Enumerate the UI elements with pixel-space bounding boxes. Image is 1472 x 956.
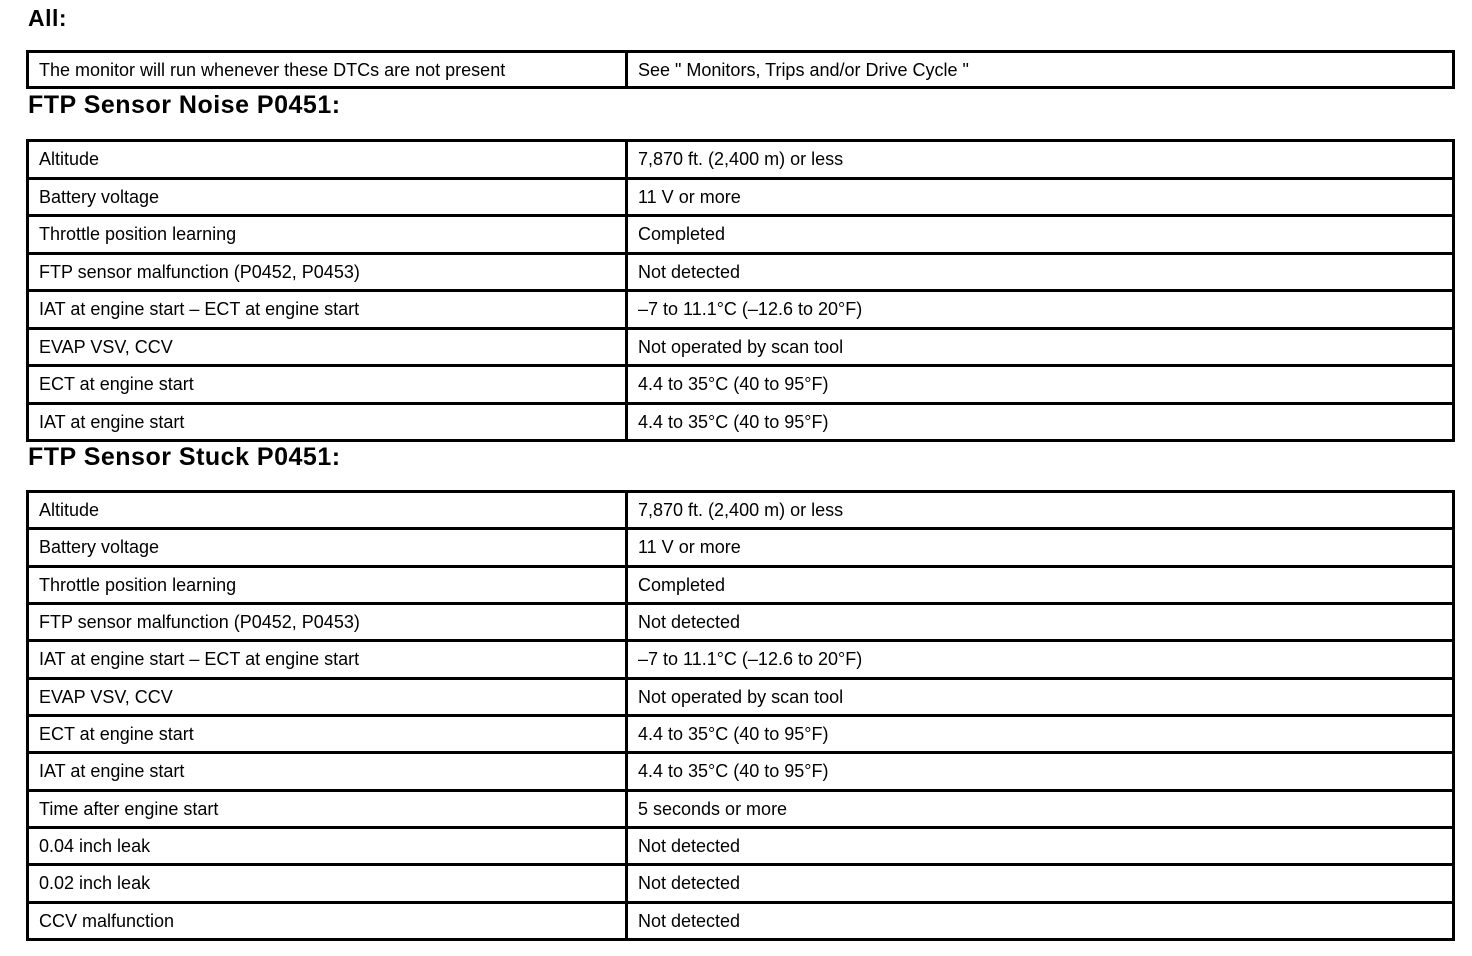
condition-value: 7,870 ft. (2,400 m) or less xyxy=(627,492,1454,529)
condition-value: 11 V or more xyxy=(627,529,1454,566)
condition-value: Completed xyxy=(627,566,1454,603)
all-conditions-table-body xyxy=(28,52,1454,88)
table-row xyxy=(28,328,1454,366)
condition-label: 0.04 inch leak xyxy=(28,827,627,864)
condition-value: Not detected xyxy=(627,827,1454,864)
table-row xyxy=(28,902,1454,939)
ftp-sensor-noise-table-body xyxy=(28,141,1454,441)
condition-label: FTP sensor malfunction (P0452, P0453) xyxy=(28,253,627,291)
section-heading-ftp-sensor-stuck-p0451: FTP Sensor Stuck P0451: xyxy=(28,443,341,471)
condition-label: IAT at engine start – ECT at engine start xyxy=(28,291,627,329)
condition-label: Throttle position learning xyxy=(28,216,627,254)
condition-value: Not operated by scan tool xyxy=(627,678,1454,715)
condition-label: Battery voltage xyxy=(28,178,627,216)
condition-value: See " Monitors, Trips and/or Drive Cycle " xyxy=(627,52,1454,88)
condition-label: ECT at engine start xyxy=(28,366,627,404)
condition-label: The monitor will run whenever these DTCs are not present xyxy=(28,52,627,88)
ftp-sensor-stuck-conditions-table xyxy=(26,490,1455,941)
condition-value: 11 V or more xyxy=(627,178,1454,216)
condition-label: IAT at engine start xyxy=(28,403,627,441)
condition-value: Not operated by scan tool xyxy=(627,328,1454,366)
section-heading-all: All: xyxy=(28,5,68,31)
table-row xyxy=(28,641,1454,678)
condition-label: Altitude xyxy=(28,141,627,179)
table-row xyxy=(28,790,1454,827)
table-row xyxy=(28,753,1454,790)
condition-value: Not detected xyxy=(627,603,1454,640)
condition-label: EVAP VSV, CCV xyxy=(28,328,627,366)
condition-label: Altitude xyxy=(28,492,627,529)
table-row xyxy=(28,52,1454,88)
condition-value: 4.4 to 35°C (40 to 95°F) xyxy=(627,715,1454,752)
table-row xyxy=(28,827,1454,864)
condition-value: –7 to 11.1°C (–12.6 to 20°F) xyxy=(627,641,1454,678)
condition-value: 7,870 ft. (2,400 m) or less xyxy=(627,141,1454,179)
condition-value: 5 seconds or more xyxy=(627,790,1454,827)
condition-value: 4.4 to 35°C (40 to 95°F) xyxy=(627,753,1454,790)
ftp-sensor-noise-conditions-table xyxy=(26,139,1455,442)
condition-value: –7 to 11.1°C (–12.6 to 20°F) xyxy=(627,291,1454,329)
table-row xyxy=(28,715,1454,752)
condition-value: Not detected xyxy=(627,902,1454,939)
table-row xyxy=(28,366,1454,404)
table-row xyxy=(28,291,1454,329)
condition-label: FTP sensor malfunction (P0452, P0453) xyxy=(28,603,627,640)
table-row xyxy=(28,216,1454,254)
condition-value: Not detected xyxy=(627,253,1454,291)
condition-label: IAT at engine start – ECT at engine start xyxy=(28,641,627,678)
condition-value: Completed xyxy=(627,216,1454,254)
table-row xyxy=(28,603,1454,640)
condition-label: Time after engine start xyxy=(28,790,627,827)
table-row xyxy=(28,492,1454,529)
condition-label: ECT at engine start xyxy=(28,715,627,752)
table-row xyxy=(28,678,1454,715)
condition-label: Battery voltage xyxy=(28,529,627,566)
table-row xyxy=(28,566,1454,603)
condition-value: 4.4 to 35°C (40 to 95°F) xyxy=(627,366,1454,404)
table-row xyxy=(28,178,1454,216)
condition-value: Not detected xyxy=(627,865,1454,902)
condition-label: CCV malfunction xyxy=(28,902,627,939)
condition-label: EVAP VSV, CCV xyxy=(28,678,627,715)
section-heading-ftp-sensor-noise-p0451: FTP Sensor Noise P0451: xyxy=(28,91,341,119)
condition-value: 4.4 to 35°C (40 to 95°F) xyxy=(627,403,1454,441)
table-row xyxy=(28,141,1454,179)
condition-label: IAT at engine start xyxy=(28,753,627,790)
table-row xyxy=(28,253,1454,291)
condition-label: Throttle position learning xyxy=(28,566,627,603)
all-conditions-table xyxy=(26,50,1455,89)
table-row xyxy=(28,529,1454,566)
table-row xyxy=(28,865,1454,902)
ftp-sensor-stuck-table-body xyxy=(28,492,1454,940)
condition-label: 0.02 inch leak xyxy=(28,865,627,902)
table-row xyxy=(28,403,1454,441)
